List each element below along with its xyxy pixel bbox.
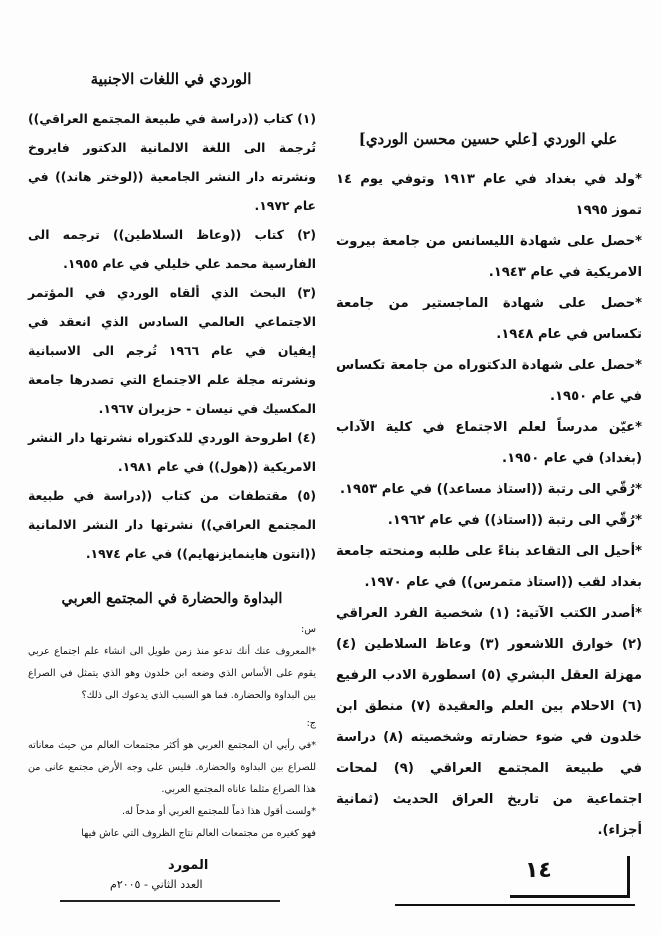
translation-item: (٣) البحث الذي ألقاه الوردي في المؤتمر الاجتماعي العالمي السادس الذي انعقد في إيفيان في عام ١٩٦٦ تُرجم الى الاسبانية ونشرته مجلة علم الاجتماع التي تصدرها جامعة المكسيك في نيسان - حزيران ١٩٦٧. [28,285,316,416]
bio-item: *أحيل الى التقاعد بناءً على طلبه ومنحته جامعة بغداد لقب ((استاذ متمرس)) في عام ١٩٧٠. [336,544,642,590]
interview-heading: البداوة والحضارة في المجتمع العربي [61,590,283,607]
translation-item: (٢) كتاب ((وعاظ السلاطين)) ترجمه الى الفارسية محمد علي خليلي في عام ١٩٥٥. [28,227,316,271]
bio-item: *ولد في بغداد في عام ١٩١٣ وتوفي يوم ١٤ تموز ١٩٩٥ [336,172,642,218]
translation-item: (٥) مقتطفات من كتاب ((دراسة في طبيعة المجتمع العراقي)) نشرتها دار النشر الالمانية ((انتون هاينمايزنهايم)) في عام ١٩٧٤. [28,488,316,561]
answer-label: ج: [306,718,316,729]
question-label: س: [301,624,316,635]
translation-item: (٤) اطروحة الوردي للدكتوراه نشرتها دار النشر الامريكية ((هول)) في عام ١٩٨١. [28,430,316,474]
bio-item: *حصل على شهادة الليسانس من جامعة بيروت الامريكية في عام ١٩٤٣. [336,234,642,280]
issue-label: العدد الثاني - ٢٠٠٥م [110,878,203,891]
translation-item: (١) كتاب ((دراسة في طبيعة المجتمع العراقي)) تُرجمة الى اللغة الالمانية الدكتور فايروخ ونشرته دار النشر الجامعية ((لوختر هاند)) في عام ١٩٧٢. [28,111,316,213]
bio-item: *رُقّي الى رتبة ((استاذ مساعد)) في عام ١٩٥٣. [339,482,642,497]
bio-item: *حصل على شهادة الدكتوراه من جامعة تكساس في عام ١٩٥٠. [336,358,642,404]
answer-text: فهو كغيره من مجتمعات العالم نتاج الظروف التي عاش فيها [81,828,316,839]
right-column [336,130,642,846]
page-number: ١٤ [525,858,552,883]
answer-text: *في رأيي ان المجتمع العربي هو أكثر مجتمعات العالم من حيث معاناته للصراع بين البداوة والحضارة. فليس على وجه الأرض مجتمع عانى من هذا الصراع مثلما عاناه المجتمع العربي. [28,740,316,795]
question-text: *المعروف عنك أنك تدعو منذ زمن طويل الى انشاء علم اجتماع عربي يقوم على الأساس الذي وضعه ابن خلدون وهو الذي يتمثل في الصراع بين البداوة والحضارة. فما هو السبب الذي يدعوك الى ذلك؟ [28,646,316,701]
biography-heading: علي الوردي [علي حسين محسن الوردي] [358,130,618,148]
bio-item: *عيّن مدرساً لعلم الاجتماع في كلية الآداب (بغداد) في عام ١٩٥٠. [336,420,642,466]
footer-rule-right [395,904,635,906]
magazine-name: المورد [168,858,209,873]
answer-text: *ولست أقول هذا ذماً للمجتمع العربي أو مدحاً له. [121,806,316,817]
bio-item: *أصدر الكتب الآتية: (١) شخصية الفرد العراقي (٢) خوارق اللاشعور (٣) وعاظ السلاطين (٤) مهزلة العقل البشري (٥) اسطورة الادب الرفيع (٦) الاحلام بين العلم والعقيدة (٧) منطق ابن خلدون في ضوء حضارته وشخصيته (٨) دراسة في طبيعة المجتمع العراقي (٩) لمحات اجتماعية من تاريخ العراق الحديث (ثمانية أجزاء). [336,606,643,838]
translations-heading: الوردي في اللغات الاجنبية [90,70,252,88]
bio-item: *رُقّي الى رتبة ((استاذ)) في عام ١٩٦٢. [387,513,642,528]
footer-rule [60,900,280,902]
page-footer [0,850,661,910]
left-column [28,70,316,845]
bio-item: *حصل على شهادة الماجستير من جامعة تكساس في عام ١٩٤٨. [336,296,642,342]
